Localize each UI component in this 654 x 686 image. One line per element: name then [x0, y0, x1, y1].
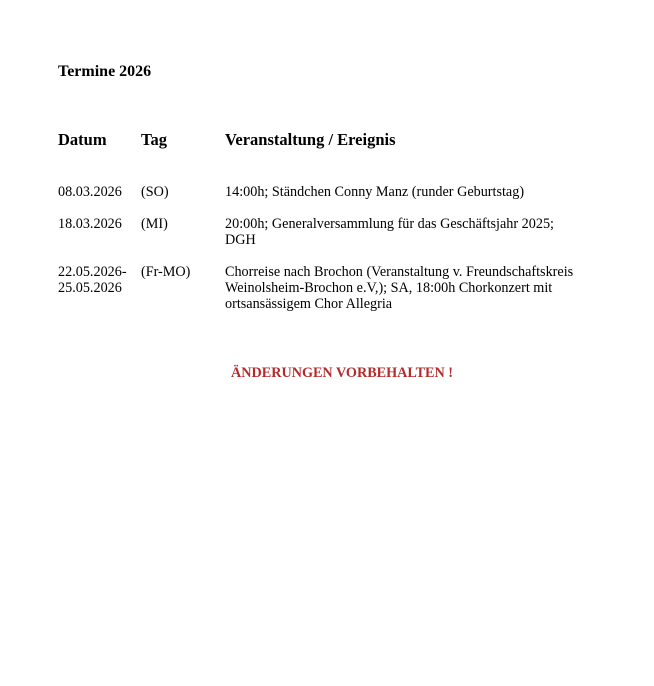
- cell-event: Chorreise nach Brochon (Veranstaltung v. Freundschaftskreis Weinolsheim-Brochon e.V,); SA, 18:00h Chorkonzert mit ortsansässigem Chor Allegria: [225, 264, 574, 312]
- column-header-event: Veranstaltung / Ereignis: [225, 130, 396, 149]
- cell-date: 22.05.2026- 25.05.2026: [58, 264, 127, 296]
- table-row: [58, 184, 580, 216]
- cell-event: 20:00h; Generalversammlung für das Geschäftsjahr 2025; DGH: [225, 216, 554, 248]
- table-row: [58, 216, 580, 264]
- cell-day: (MI): [141, 216, 168, 232]
- column-header-day: Tag: [141, 130, 167, 149]
- cell-day: (Fr-MO): [141, 264, 191, 280]
- schedule-table: [58, 129, 580, 328]
- cell-date: 18.03.2026: [58, 216, 122, 232]
- cell-day: (SO): [141, 184, 169, 200]
- page-title: Termine 2026: [58, 63, 152, 80]
- table-header-row: [58, 129, 580, 184]
- cell-date: 08.03.2026: [58, 184, 122, 200]
- changes-reserved-notice: ÄNDERUNGEN VORBEHALTEN !: [231, 365, 454, 381]
- column-header-date: Datum: [58, 130, 107, 149]
- table-row: [58, 264, 580, 328]
- cell-event: 14:00h; Ständchen Conny Manz (runder Geburtstag): [225, 184, 525, 200]
